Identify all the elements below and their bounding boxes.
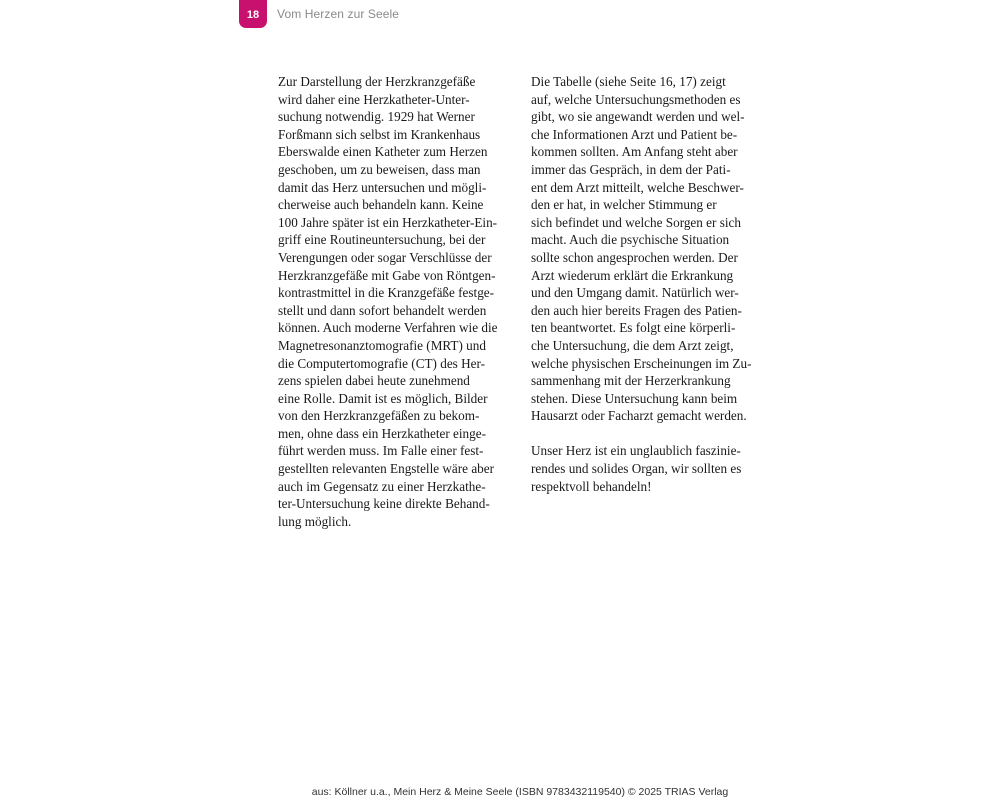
text-line: 100 Jahre später ist ein Herzkatheter-Ein- [278,214,498,230]
text-line: che Untersuchung, die dem Arzt zeigt, [531,337,734,353]
paragraph [278,73,514,530]
text-line: ter-Untersuchung keine direkte Behand- [278,496,490,512]
text-line: Herzkranzgefäße mit Gabe von Röntgen- [278,267,496,283]
text-line: Magnetresonanztomografie (MRT) und [278,337,486,353]
text-line: geschoben, um zu beweisen, dass man [278,161,481,177]
text-line: stehen. Diese Untersuchung kann beim [531,390,738,406]
citation-footer: aus: Köllner u.a., Mein Herz & Meine Seele (ISBN 9783432119540) © 2025 TRIAS Verlag [311,786,729,798]
text-line: griff eine Routineuntersuchung, bei der [278,232,486,248]
text-line: Zur Darstellung der Herzkranzgefäße [278,74,476,89]
text-line: che Informationen Arzt und Patient be- [531,126,738,142]
text-line: sammenhang mit der Herzerkrankung [531,373,731,389]
text-line: Die Tabelle (siehe Seite 16, 17) zeigt [531,74,726,89]
running-title: Vom Herzen zur Seele [277,7,400,21]
text-line: kontrastmittel in die Kranzgefäße festge- [278,285,495,301]
paragraph [531,73,767,425]
paragraph-spacer [531,425,767,443]
text-line: welche physischen Erscheinungen im Zu- [531,355,752,371]
text-line: führt werden muss. Im Falle einer fest- [278,443,484,459]
text-line: kommen sollten. Am Anfang steht aber [531,144,738,160]
text-column-right [531,73,767,495]
text-line: men, ohne dass ein Herzkatheter einge- [278,425,486,441]
text-line: den auch hier bereits Fragen des Patien- [531,302,742,318]
text-line: zens spielen dabei heute zunehmend [278,373,470,389]
text-line: ten beantwortet. Es folgt eine körperli- [531,320,736,336]
text-line: respektvoll behandeln! [531,478,652,494]
text-line: auf, welche Untersuchungsmethoden es [531,91,741,107]
text-line: Unser Herz ist ein unglaublich faszinie- [531,443,741,459]
text-line: macht. Auch die psychische Situation [531,232,730,248]
text-line: eine Rolle. Damit ist es möglich, Bilder [278,390,488,406]
text-line: sollte schon angesprochen werden. Der [531,249,738,265]
text-line: den er hat, in welcher Stimmung er [531,197,717,213]
text-line: immer das Gespräch, in dem der Pati- [531,161,731,177]
text-line: sich befindet und welche Sorgen er sich [531,214,741,230]
text-line: auch im Gegensatz zu einer Herzkathe- [278,478,486,494]
text-line: suchung notwendig. 1929 hat Werner [278,109,475,125]
text-line: können. Auch moderne Verfahren wie die [278,320,498,336]
text-line: rendes und solides Organ, wir sollten es [531,461,742,477]
page-header [239,0,399,28]
text-line: die Computertomografie (CT) des Her- [278,355,486,371]
text-line: von den Herzkranzgefäßen zu bekom- [278,408,480,424]
text-line: cherweise auch behandeln kann. Keine [278,197,484,213]
text-line: Eberswalde einen Katheter zum Herzen [278,144,488,160]
text-line: Hausarzt oder Facharzt gemacht werden. [531,408,747,424]
text-line: ent dem Arzt mitteilt, welche Beschwer- [531,179,744,195]
text-line: stellt und dann sofort behandelt werden [278,302,487,318]
text-line: wird daher eine Herzkatheter-Unter- [278,91,470,107]
text-line: Arzt wiederum erklärt die Erkrankung [531,267,734,283]
text-line: Verengungen oder sogar Verschlüsse der [278,249,492,265]
text-line: damit das Herz untersuchen und mögli- [278,179,487,195]
text-line: und den Umgang damit. Natürlich wer- [531,285,739,301]
text-line: lung möglich. [278,513,352,529]
text-line: gibt, wo sie angewandt werden und wel- [531,109,745,125]
text-column-left [278,73,514,530]
text-line: gestellten relevanten Engstelle wäre aber [278,461,495,477]
text-line: Forßmann sich selbst im Krankenhaus [278,126,481,142]
page-number-badge: 18 [239,0,267,28]
paragraph [531,442,767,495]
